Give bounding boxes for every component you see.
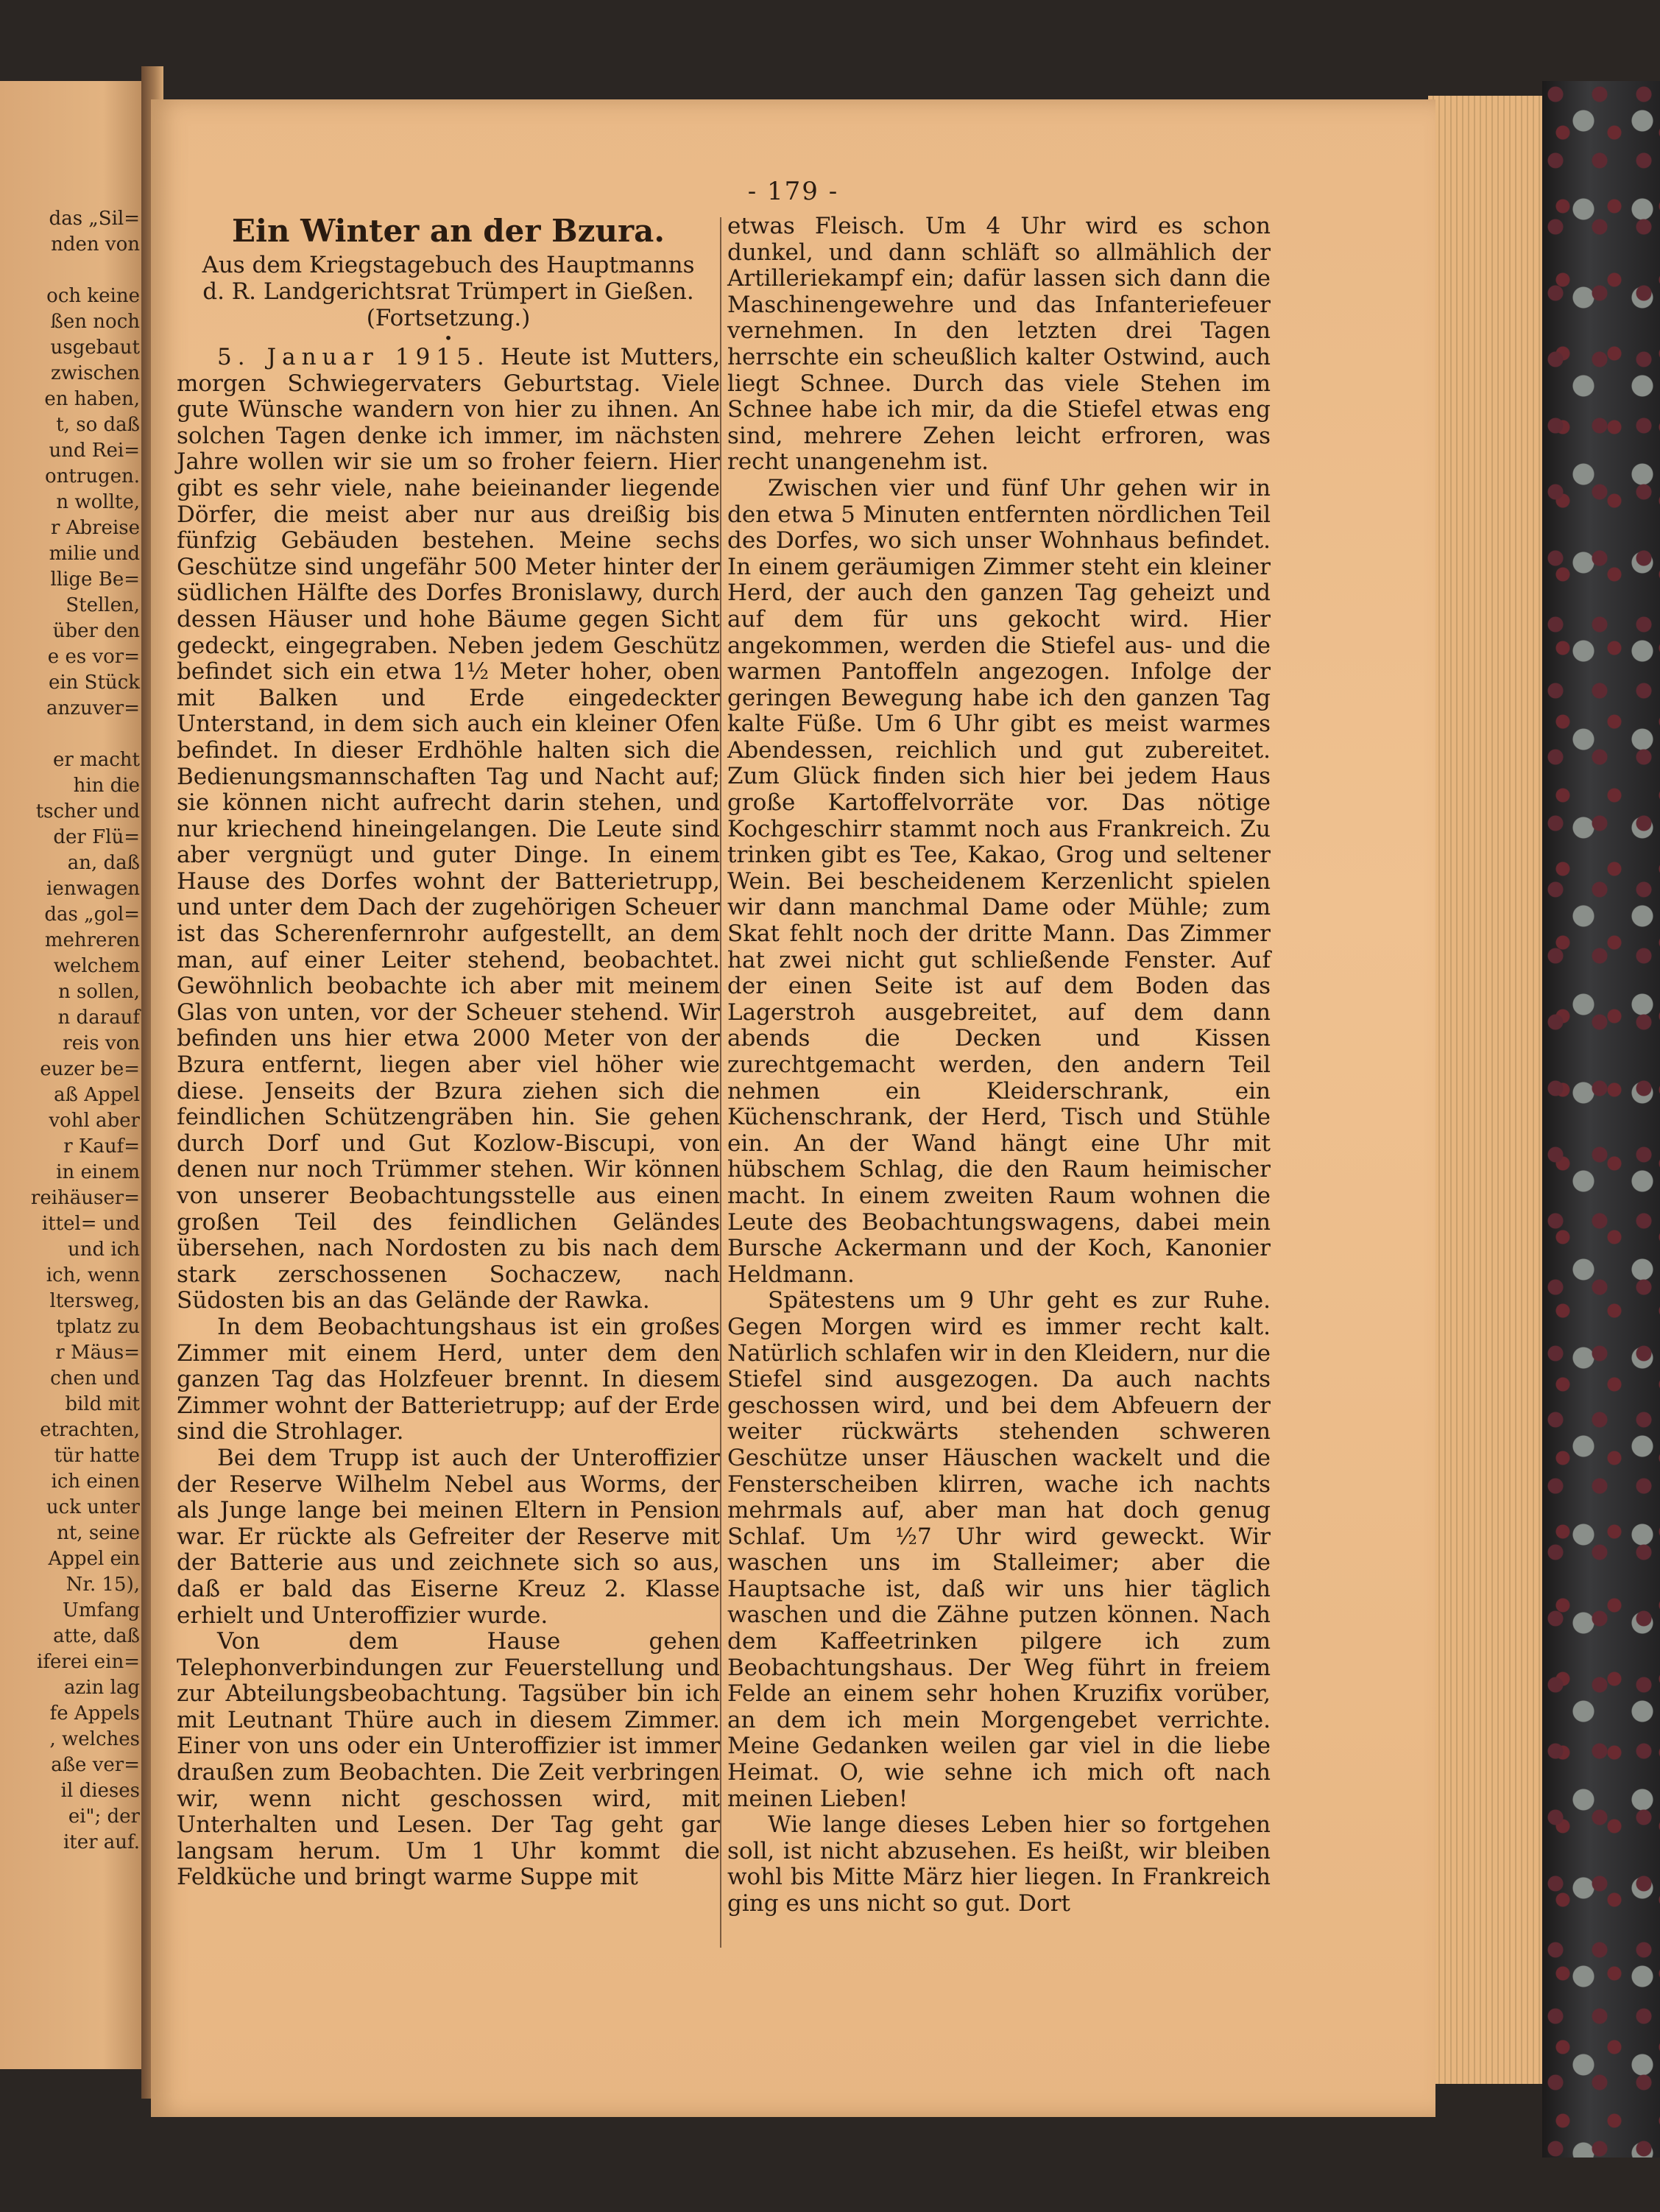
paragraph-7: Spätestens um 9 Uhr geht es zur Ruhe. Gegen Morgen wird es immer recht kalt. Natürlich schlafen wir in den Kleidern, nur die Stiefel sind ausgezogen. Da auch nachts geschossen wird, und bei dem Abfeuern der weiter rückwärts stehenden schweren Geschütze unser Häuschen wackelt und die Fensterscheiben klirren, wache ich nachts mehrmals auf, aber man hat doch genug Schlaf. Um ½7 Uhr wird geweckt. Wir waschen uns im Stalleimer; aber die Hauptsache ist, daß wir uns hier täglich waschen und die Zähne putzen können. Nach dem Kaffeetrinken pilgere ich zum Beobachtungshaus. Der Weg führt in freiem Felde an einem sehr hohen Kruzifix vorüber, an dem ich mein Morgengebet verrichte. Meine Gedanken weilen gar viel in die liebe Heimat. O, wie sehne ich mich oft nach meinen Lieben! <box>727 1287 1271 1812</box>
paragraph-4: Von dem Hause gehen Telephonverbindungen zur Feuerstellung und zur Abteilungsbeobachtung. Tagsüber bin ich mit Leutnant Thüre auch in diesem Zimmer. Einer von uns oder ein Unteroffizier ist immer draußen zum Beobachten. Die Zeit verbringen wir, wenn nicht geschossen wird, mit Unterhalten und Lesen. Der Tag geht gar langsam herum. Um 1 Uhr kommt die Feldküche und bringt warme Suppe mit <box>177 1628 720 1891</box>
article-subtitle-line-3: (Fortsetzung.) <box>366 305 531 331</box>
previous-page-line: iter auf. <box>63 1831 140 1853</box>
previous-page-line: r Kauf= <box>63 1135 140 1158</box>
previous-page-line: etrachten, <box>40 1419 140 1441</box>
article-title: Ein Winter an der Bzura. <box>232 213 665 249</box>
previous-page-line: bild mit <box>65 1393 140 1415</box>
previous-page-line <box>0 258 141 283</box>
previous-page-line: t, so daß <box>56 414 140 436</box>
article-subtitle-line-1: Aus dem Kriegstagebuch des Hauptmanns <box>202 252 695 278</box>
previous-page-line: en haben, <box>44 388 140 410</box>
previous-page-line: aße ver= <box>51 1754 140 1776</box>
previous-page-line: Stellen, <box>66 594 140 616</box>
paragraph-8: Wie lange dieses Leben hier so fortgehen soll, ist nicht abzusehen. Es heißt, wir bleiben wohl bis Mitte März hier liegen. In Frankreich ging es uns nicht so gut. Dort <box>727 1811 1271 1917</box>
previous-page-line: das „Sil= <box>49 208 140 230</box>
right-column <box>727 214 1271 1917</box>
article-subtitle-line-2: d. R. Landgerichtsrat Trümpert in Gießen. <box>202 278 694 305</box>
page-edges <box>1428 96 1546 2084</box>
previous-page-line: fe Appels <box>49 1702 140 1725</box>
previous-page-line: och keine <box>46 285 140 307</box>
separator-dot: • <box>444 329 453 347</box>
previous-page-line: n sollen, <box>57 981 140 1003</box>
previous-page-line: , welches <box>49 1728 140 1750</box>
previous-page-line: chen und <box>50 1367 140 1389</box>
previous-page-line: usgebaut <box>50 337 140 359</box>
previous-page-line <box>0 722 141 747</box>
previous-page-line: tscher und <box>35 800 140 823</box>
paragraph-5: etwas Fleisch. Um 4 Uhr wird es schon dunkel, und dann schläft so allmählich der Artilleriekampf ein; dafür lassen sich dann die Maschinengewehre und das Infanteriefeuer vernehmen. In den letzten drei Tagen herrschte ein scheußlich kalter Ostwind, auch liegt Schnee. Durch das viele Stehen im Schnee habe ich mir, da die Stiefel etwas eng sind, mehrere Zehen leicht erfroren, was recht unangenehm ist. <box>727 213 1271 476</box>
previous-page-line: iferei ein= <box>37 1651 140 1673</box>
previous-page-line: azin lag <box>64 1677 140 1699</box>
previous-page-line: reis von <box>63 1032 140 1054</box>
previous-page-line: er macht <box>53 749 140 771</box>
previous-page-line: das „gol= <box>44 904 140 926</box>
previous-page-line: welchem <box>53 955 140 977</box>
previous-page-line: aß Appel <box>54 1084 140 1106</box>
entry-date: 5. Januar 1915. <box>217 344 490 370</box>
book-page <box>151 99 1435 2117</box>
previous-page-line: hin die <box>73 775 140 797</box>
previous-page-line: ienwagen <box>46 878 140 900</box>
previous-page-line: r Abreise <box>51 517 140 539</box>
previous-page-line: r Mäus= <box>55 1342 140 1364</box>
previous-page-line: euzer be= <box>40 1058 140 1080</box>
previous-page-line: n darauf <box>57 1007 140 1029</box>
paragraph-1 <box>177 345 720 1314</box>
previous-page-line: über den <box>52 620 140 642</box>
previous-page-text <box>0 206 141 1856</box>
previous-page-line: ltersweg, <box>49 1290 140 1312</box>
previous-page-line: ontrugen. <box>44 465 140 487</box>
previous-page-line: ßen noch <box>50 311 140 333</box>
previous-page-line: nden von <box>51 233 140 256</box>
previous-page-line: atte, daß <box>53 1625 140 1647</box>
previous-page-line: milie und <box>49 543 140 565</box>
previous-page-line: e es vor= <box>47 646 140 668</box>
left-column <box>177 214 720 1891</box>
page-number: - 179 - <box>747 177 839 206</box>
previous-page-line: und ich <box>67 1239 140 1261</box>
previous-page-line: anzuver= <box>46 697 140 719</box>
previous-page-line: Appel ein <box>48 1548 140 1570</box>
previous-page-line: Umfang <box>62 1599 140 1621</box>
previous-page-line: in einem <box>56 1161 140 1183</box>
previous-page-line: ein Stück <box>48 672 140 694</box>
previous-page-line: uck unter <box>46 1496 140 1518</box>
paragraph-3: Bei dem Trupp ist auch der Unteroffizier der Reserve Wilhelm Nebel aus Worms, der als Junge lange bei meinen Eltern in Pension war. Er rückte als Gefreiter der Reserve mit der Batterie aus und zeichnete sich so aus, daß er bald das Eiserne Kreuz 2. Klasse erhielt und Unteroffizier wurde. <box>177 1444 720 1629</box>
paragraph-1-text: Heute ist Mutters, morgen Schwiegervaters Geburtstag. Viele gute Wünsche wandern von hier zu ihnen. An solchen Tagen denke ich immer, im nächsten Jahre wollen wir sie um so froher feiern. Hier gibt es sehr viele, nahe beieinander liegende Dörfer, die meist aber nur aus dreißig bis fünfzig Gebäuden bestehen. Meine sechs Geschütze sind ungefähr 500 Meter hinter der südlichen Hälfte des Dorfes Bronislawy, durch dessen Häuser und hohe Bäume gegen Sicht gedeckt, eingegraben. Neben jedem Geschütz befindet sich ein etwa 1½ Meter hoher, oben mit Balken und Erde eingedeckter Unterstand, in dem sich auch ein kleiner Ofen befindet. In dieser Erdhöhle halten sich die Bedienungsmannschaften Tag und Nacht auf; sie können nicht aufrecht darin stehen, und nur kriechend hineingelangen. Die Leute sind aber vergnügt und guter Dinge. In einem Hause des Dorfes wohnt der Batterietrupp, und unter dem Dach der zugehörigen Scheuer ist das Scherenfernrohr aufgestellt, an dem man, auf einer Leiter stehend, beobachtet. Gewöhnlich beobachte ich aber mit meinem Glas von unten, vor der Scheuer stehend. Wir befinden uns hier etwa 2000 Meter von der Bzura entfernt, liegen aber viel höher wie diese. Jenseits der Bzura ziehen sich die feindlichen Schützengräben hin. Sie gehen durch Dorf und Gut Kozlow-Biscupi, von denen nur noch Trümmer stehen. Wir können von unserer Beobachtungsstelle aus einen großen Teil des feindlichen Geländes übersehen, nach Nordosten zu bis nach dem stark zerschossenen Sochaczew, nach Südosten bis an das Gelände der Rawka. <box>177 344 720 1314</box>
previous-page-line: zwischen <box>50 362 140 384</box>
previous-page-line: an, daß <box>67 852 140 874</box>
previous-page-line: und Rei= <box>49 440 140 462</box>
previous-page-line: ich, wenn <box>46 1264 140 1286</box>
previous-page-line: ei"; der <box>68 1806 140 1828</box>
previous-page-line: nt, seine <box>57 1522 140 1544</box>
previous-page-line: tür hatte <box>54 1445 140 1467</box>
previous-page-line: vohl aber <box>49 1110 140 1132</box>
previous-page-line: der Flü= <box>53 826 140 848</box>
paragraph-6: Zwischen vier und fünf Uhr gehen wir in den etwa 5 Minuten entfernten nördlichen Teil des Dorfes, wo sich unser Wohnhaus befindet. In einem geräumigen Zimmer steht ein kleiner Herd, der auch den ganzen Tag geheizt und auf dem für uns gekocht wird. Hier angekommen, werden die Stiefel aus- und die warmen Pantoffeln angezogen. Infolge der geringen Bewegung habe ich den ganzen Tag kalte Füße. Um 6 Uhr gibt es meist warmes Abendessen, reichlich und gut zubereitet. Zum Glück finden sich hier bei jedem Haus große Kartoffelvorräte vor. Das nötige Kochgeschirr stammt noch aus Frankreich. Zu trinken gibt es Tee, Kakao, Grog und seltener Wein. Bei bescheidenem Kerzenlicht spielen wir dann manchmal Dame oder Mühle; zum Skat fehlt noch der dritte Mann. Das Zimmer hat zwei nicht gut schließende Fenster. Auf der einen Seite ist auf dem Boden das Lagerstroh ausgebreitet, auf dem dann abends die Decken und Kissen zurechtgemacht werden, den andern Teil nehmen ein Kleiderschrank, ein Küchenschrank, der Herd, Tisch und Stühle ein. An der Wand hängt eine Uhr mit hübschem Schlag, die den Raum heimischer macht. In einem zweiten Raum wohnen die Leute des Beobachtungswagens, dabei mein Bursche Ackermann und der Koch, Kanonier Heldmann. <box>727 474 1271 1288</box>
previous-page-line: llige Be= <box>50 568 140 591</box>
previous-page-line: il dieses <box>60 1780 140 1802</box>
previous-page-line: ittel= und <box>41 1213 140 1235</box>
previous-page-line: mehreren <box>44 929 140 951</box>
previous-page-line: tplatz zu <box>56 1316 140 1338</box>
previous-page-line: n wollte, <box>56 491 140 513</box>
paragraph-2: In dem Beobachtungshaus ist ein großes Zimmer mit einem Herd, unter dem den ganzen Tag das Holzfeuer brennt. In diesem Zimmer wohnt der Batterietrupp; auf der Erde sind die Strohlager. <box>177 1313 720 1445</box>
previous-page-line: reihäuser= <box>30 1187 140 1209</box>
previous-page <box>0 81 147 2069</box>
book-cover-board <box>1542 81 1660 2158</box>
previous-page-line: Nr. 15), <box>66 1574 140 1596</box>
previous-page-line: ich einen <box>51 1470 140 1493</box>
column-divider <box>720 217 721 1948</box>
